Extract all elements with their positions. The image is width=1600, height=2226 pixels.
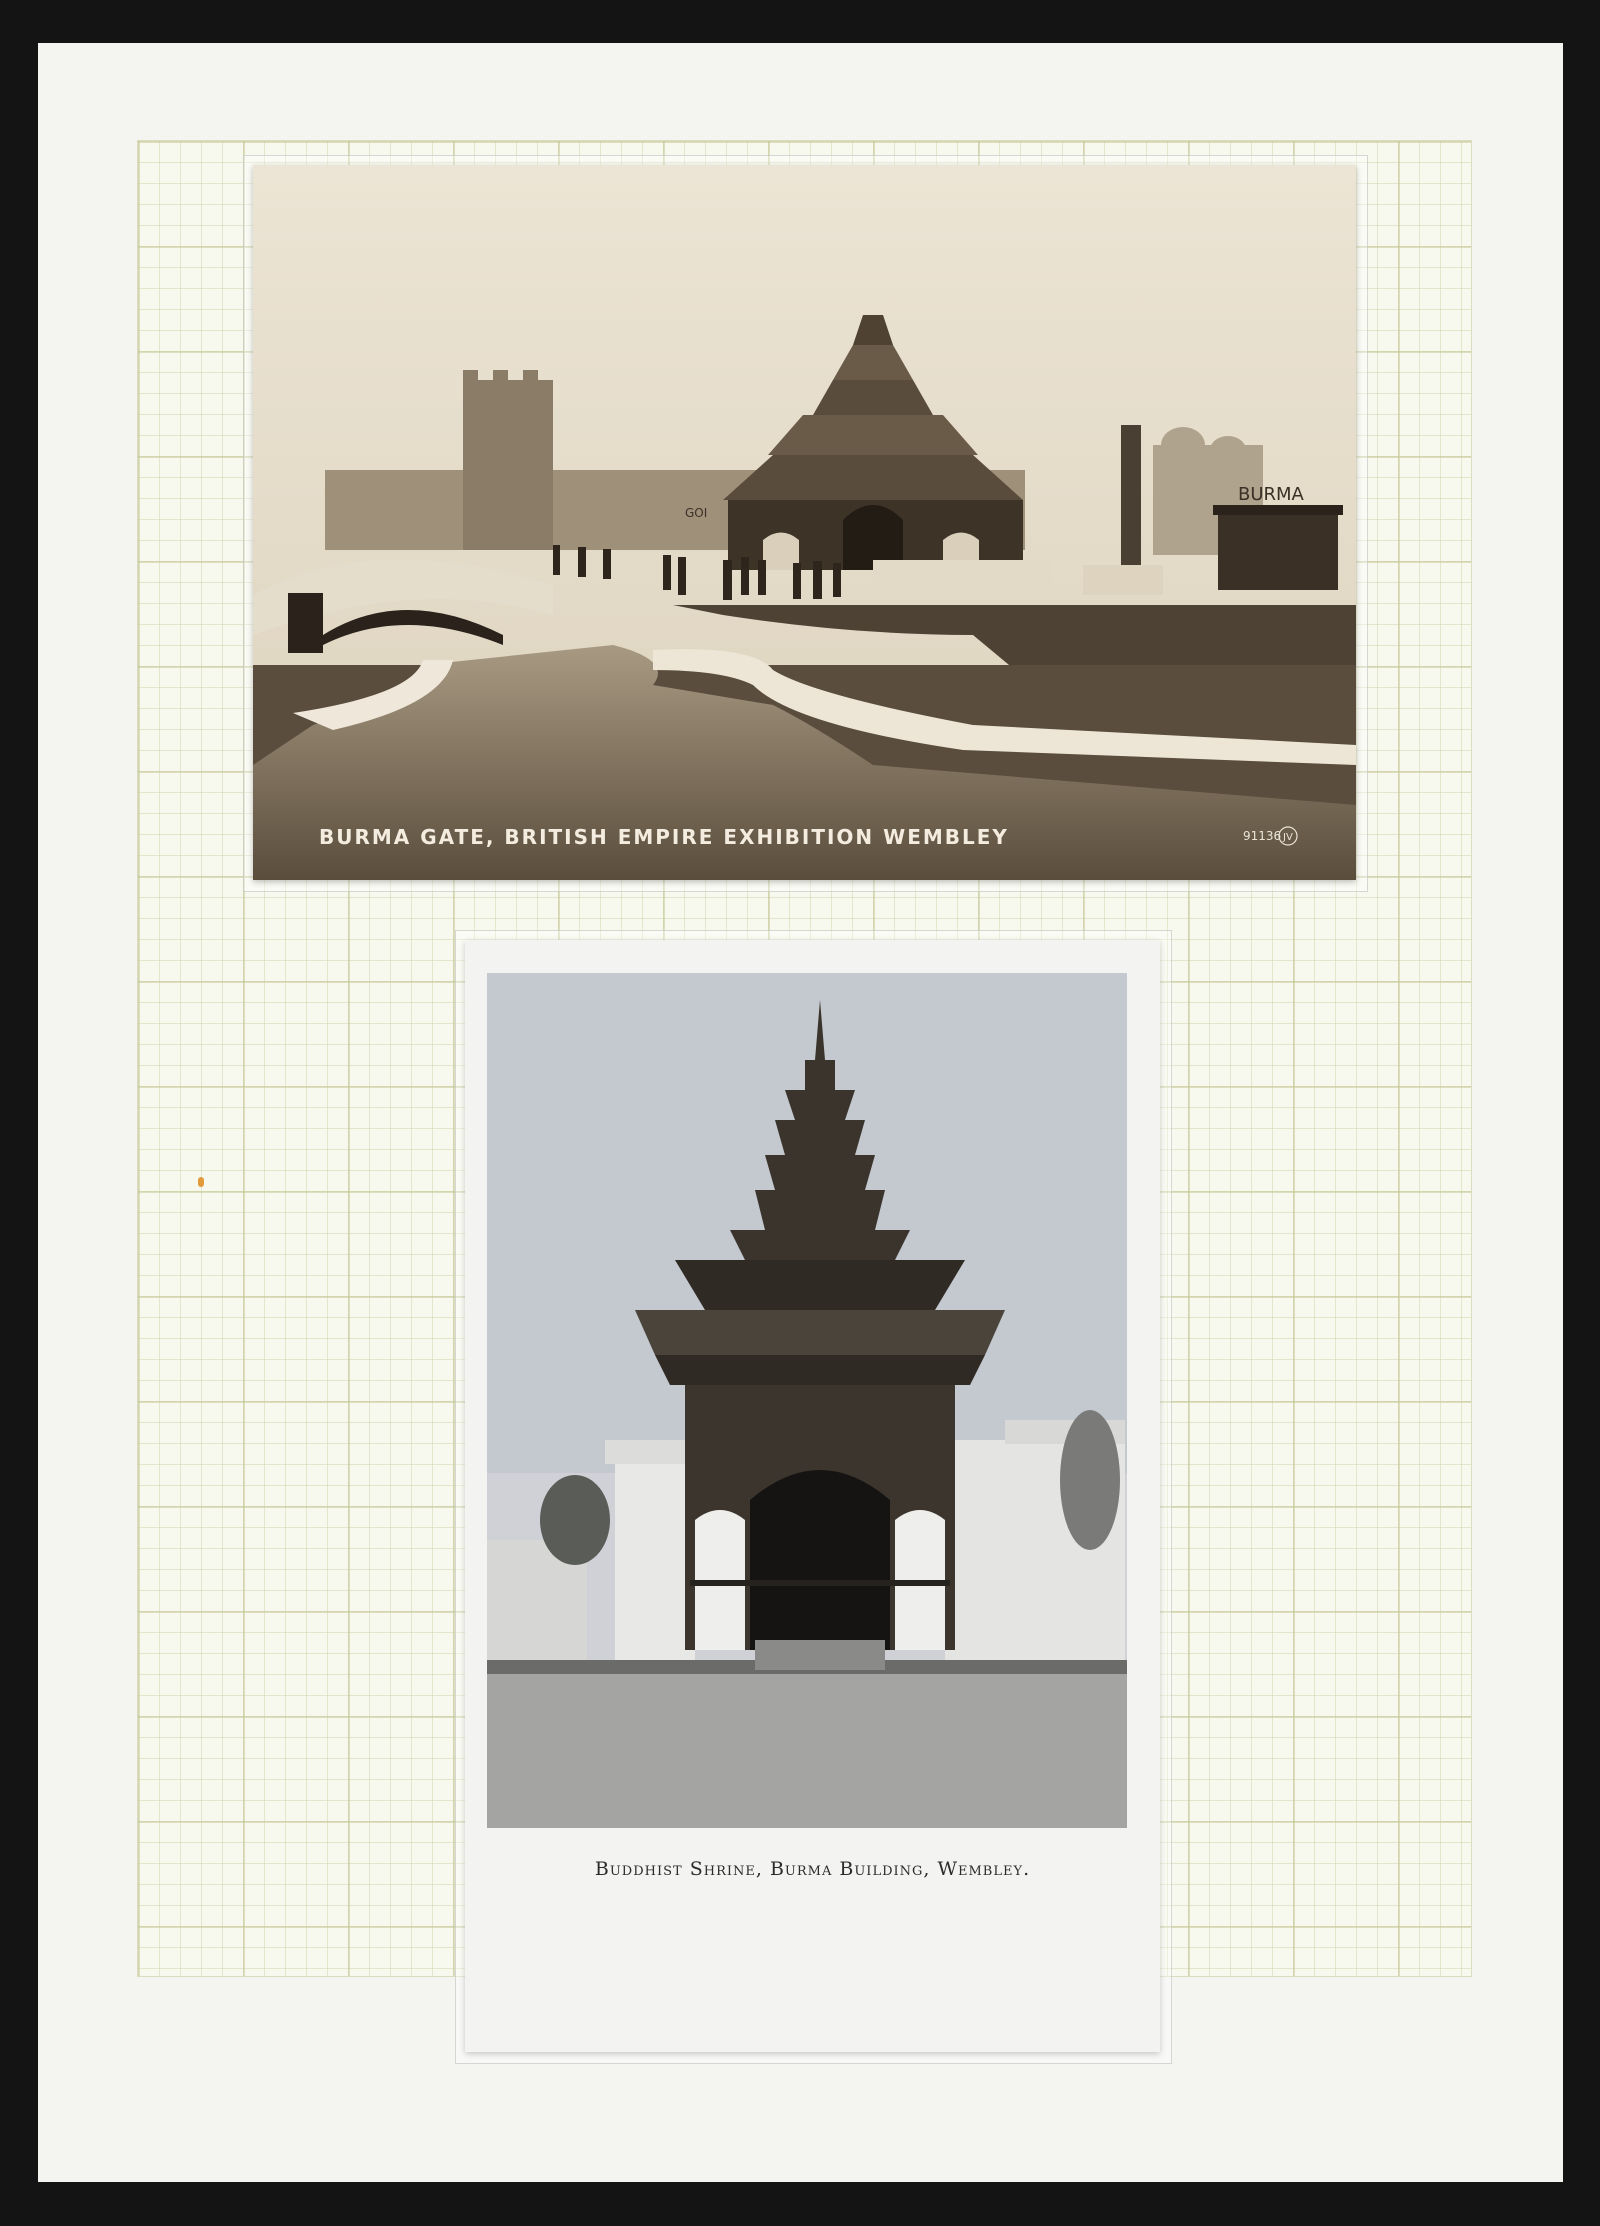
- postcard-burma-gate: [253, 165, 1356, 880]
- paper-mark: [198, 1177, 204, 1187]
- wall-sign: GOI: [685, 506, 708, 520]
- serial-number: 91136: [1243, 829, 1282, 843]
- postcard-buddhist-shrine: [465, 940, 1160, 2052]
- buddhist-shrine-photo: [465, 940, 1160, 1840]
- publisher-mark: JV: [1283, 832, 1293, 843]
- postcard-caption-top: BURMA GATE, BRITISH EMPIRE EXHIBITION WEMBLEY: [319, 825, 1009, 849]
- burma-sign: BURMA: [1238, 484, 1304, 505]
- postcard-caption-bottom: Buddhist Shrine, Burma Building, Wembley.: [594, 1858, 1031, 1880]
- burma-gate-photo: [253, 165, 1356, 880]
